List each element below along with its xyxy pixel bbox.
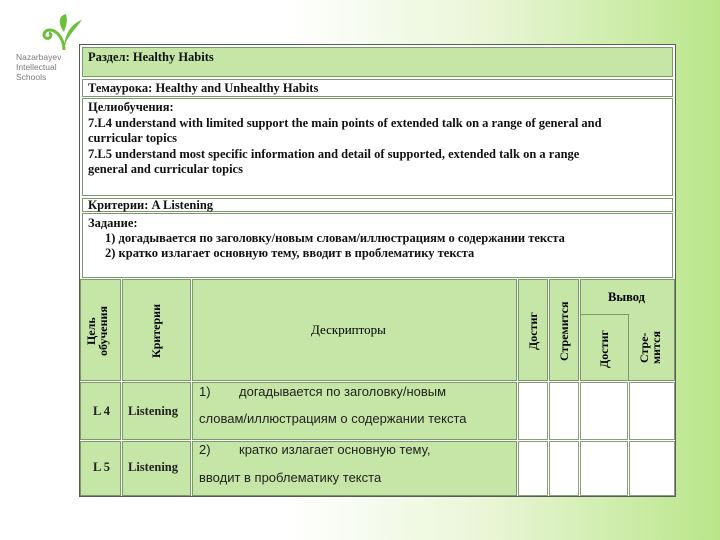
- header-goal-line1: Цель: [84, 317, 98, 345]
- header-achieved-cell: [518, 279, 548, 381]
- row-num: 1): [199, 384, 211, 399]
- assessment-sheet: [79, 44, 676, 497]
- row-descriptor-cell: [192, 382, 517, 440]
- header-striving: Стремится: [557, 301, 571, 361]
- row-desc-line2: словам/иллюстрациям о содержании текста: [199, 411, 467, 426]
- header-concl-achieved-cell: [581, 314, 629, 381]
- header-criteria: Критерии: [149, 304, 163, 359]
- logo-line: Schools: [16, 72, 47, 82]
- answer-cell[interactable]: [580, 441, 628, 496]
- row-num: 2): [199, 442, 211, 457]
- row-desc-line1: кратко излагает основную тему,: [239, 442, 431, 457]
- header-conclusion-cell: [580, 279, 675, 381]
- logo-line: Intellectual: [16, 62, 57, 72]
- goals-line: 7.L4 understand with limited support the main points of extended talk on a range of general and: [88, 115, 602, 130]
- header-descriptors-cell: [192, 279, 517, 381]
- topic-row: [82, 79, 673, 97]
- goals-line: 7.L5 understand most specific information and detail of supported, extended talk on a range: [88, 146, 580, 161]
- row-goal: L 5: [93, 460, 111, 474]
- task-item: 2) кратко излагает основную тему, вводит в проблематику текста: [105, 246, 475, 260]
- header-concl-striving-line1: Стре-: [637, 332, 651, 364]
- row-criterion: Listening: [128, 404, 179, 418]
- answer-cell[interactable]: [629, 382, 675, 440]
- answer-cell[interactable]: [580, 382, 628, 440]
- goals-line: general and curricular topics: [88, 162, 243, 176]
- row-descriptor-cell: [192, 441, 517, 496]
- row-criterion-cell: [122, 382, 191, 440]
- row-goal: L 4: [93, 404, 111, 418]
- task-block: [82, 213, 673, 278]
- header-conclusion: Вывод: [608, 290, 645, 304]
- row-desc-line2: вводит в проблематику текста: [199, 470, 382, 485]
- criterion-row: [82, 198, 673, 212]
- header-concl-achieved: Достиг: [597, 330, 611, 368]
- section-label: Раздел: Healthy Habits: [88, 50, 214, 64]
- goals-line: curricular topics: [88, 131, 177, 145]
- task-title: Задание:: [88, 216, 138, 230]
- answer-cell[interactable]: [518, 441, 548, 496]
- header-criteria-cell: [122, 279, 191, 381]
- section-row: [82, 47, 673, 77]
- header-descriptors: Дескрипторы: [311, 322, 386, 337]
- logo-line: Nazarbayev: [16, 52, 62, 62]
- header-achieved: Достиг: [526, 312, 540, 350]
- row-criterion-cell: [122, 441, 191, 496]
- row-goal-cell: [80, 441, 121, 496]
- answer-cell[interactable]: [549, 382, 579, 440]
- spiral-leaf-icon: [6, 10, 86, 54]
- row-criterion: Listening: [128, 460, 179, 474]
- header-concl-striving-line2: мится: [649, 331, 663, 365]
- header-goal-line2: обучения: [96, 306, 110, 356]
- answer-cell[interactable]: [518, 382, 548, 440]
- logo-text: [16, 52, 61, 82]
- criterion-label: Критерии: A Listening: [88, 198, 214, 212]
- logo: [6, 10, 86, 80]
- row-desc-line1: догадывается по заголовку/новым: [239, 384, 447, 399]
- task-item: 1) догадывается по заголовку/новым словам/иллюстрациям о содержании текста: [105, 231, 565, 245]
- header-goal-cell: [80, 279, 121, 381]
- answer-cell[interactable]: [549, 441, 579, 496]
- goals-block: [82, 98, 673, 196]
- row-goal-cell: [80, 382, 121, 440]
- answer-cell[interactable]: [629, 441, 675, 496]
- topic-label: Темаурока: Healthy and Unhealthy Habits: [88, 81, 319, 95]
- header-striving-cell: [549, 279, 579, 381]
- goals-title: Целиобучения:: [88, 100, 174, 114]
